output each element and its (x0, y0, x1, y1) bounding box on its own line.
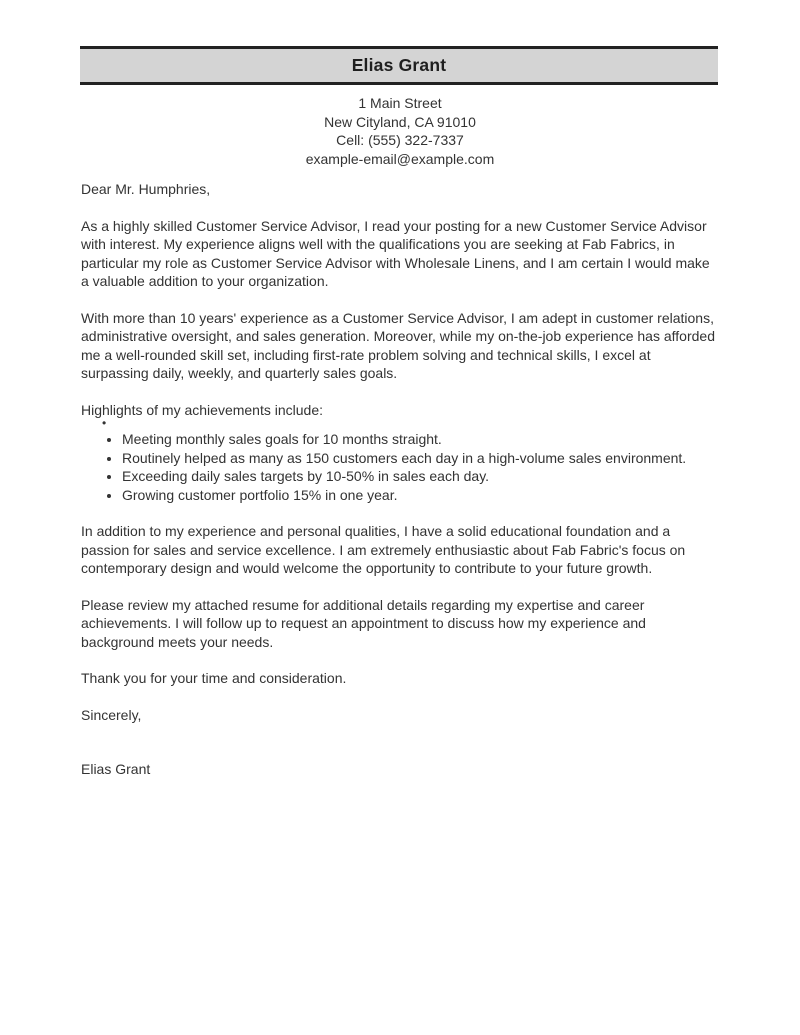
highlights-intro: Highlights of my achievements include: (81, 401, 324, 418)
paragraph-followup: Please review my attached resume for additional details regarding my expertise and career achievements. I will follow up to request an appointment to discuss how my experience and background meets your needs. (81, 596, 646, 650)
contact-street: 1 Main Street (358, 95, 442, 111)
letter-body (0, 180, 800, 779)
paragraph-experience: With more than 10 years' experience as a Customer Service Advisor, I am adept in customer relations, administrative oversight, and sales generation. Moreover, while my on-the-job experience has afforded me a well-rounded skill set, including first-rate problem solving and technical skills, I excel at surpassing daily, weekly, and quarterly sales goals. (81, 309, 715, 381)
contact-email: example-email@example.com (305, 150, 495, 167)
salutation: Dear Mr. Humphries, (81, 181, 211, 197)
highlights-list (81, 430, 718, 504)
signature-name: Elias Grant (81, 761, 151, 777)
paragraph-intro: As a highly skilled Customer Service Advisor, I read your posting for a new Customer Service Advisor with interest. My experience aligns well with the qualifications you are seeking at Fab Fabrics, in particular my role as Customer Service Advisor with Wholesale Linens, and I am certain I would make a valuable addition to your organization. (81, 217, 710, 289)
highlight-item: • Meeting monthly sales goals for 10 months straight. (122, 430, 718, 449)
applicant-name: Elias Grant (351, 55, 447, 75)
highlight-item: • Routinely helped as many as 150 customers each day in a high-volume sales environment. (122, 449, 718, 468)
thank-you-line: Thank you for your time and consideration. (81, 670, 347, 686)
empty-bullet-marker: • (102, 416, 107, 430)
paragraph-education: In addition to my experience and personal qualities, I have a solid educational foundation and a passion for sales and service excellence. I am extremely enthusiastic about Fab Fabric's focus on contemporary design and would welcome the opportunity to contribute to your future growth. (81, 523, 686, 576)
closing-line: Sincerely, (81, 706, 142, 723)
highlight-item: • Growing customer portfolio 15% in one year. (122, 486, 718, 505)
name-banner (80, 46, 718, 85)
highlight-item: • Exceeding daily sales targets by 10-50% in sales each day. (122, 467, 718, 486)
contact-block (0, 94, 800, 168)
contact-phone: Cell: (555) 322-7337 (336, 132, 464, 148)
contact-city: New Cityland, CA 91010 (324, 113, 476, 130)
